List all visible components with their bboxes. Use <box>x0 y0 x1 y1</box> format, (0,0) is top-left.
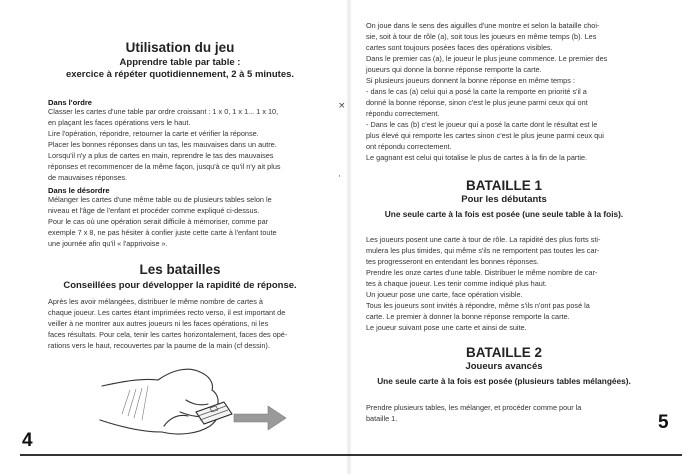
bottom-rule <box>20 454 682 456</box>
text-line: carte. Le premier à donner la bonne réponse remporte la carte. <box>366 312 570 321</box>
text-line: exemple 7 x 8, ne pas hésiter à confier juste cette carte à l'enfant toute <box>48 228 277 237</box>
text-line: tes progresseront en entendant les bonnes réponses. <box>366 257 539 266</box>
text-line: cartes sont toujours posées faces des opérations visibles. <box>366 43 553 52</box>
in-order-heading: Dans l'ordre <box>48 98 93 107</box>
text-line: Les joueurs posent une carte à tour de rôle. La rapidité des plus forts sti- <box>366 235 601 244</box>
text-line: Prendre plusieurs tables, les mélanger, et procéder comme pour la <box>366 403 582 412</box>
text-line: Lire l'opération, répondre, retourner la carte et vérifier la réponse. <box>48 129 259 138</box>
text-line: On joue dans le sens des aiguilles d'une montre et selon la bataille choi- <box>366 21 600 30</box>
bataille2-text <box>366 402 642 424</box>
bataille1-title: BATAILLE 1 <box>466 178 542 193</box>
page-number-left: 4 <box>22 430 33 451</box>
text-line: Un joueur pose une carte, face opération visible. <box>366 290 523 299</box>
text-line: Lorsqu'il n'y a plus de cartes en main, reprendre le tas des mauvaises <box>48 151 274 160</box>
text-line: Tous les joueurs sont invités à répondre, même s'ils n'ont pas posé la <box>366 301 590 310</box>
bataille1-text <box>366 234 642 333</box>
text-line: Si plusieurs joueurs donnent la bonne réponse en même temps : <box>366 76 575 85</box>
text-line: ont répondu correctement. <box>366 142 452 151</box>
text-line: chaque joueur. Les cartes étant imprimées recto verso, il est important de <box>48 308 286 317</box>
random-order-heading: Dans le désordre <box>48 186 110 195</box>
bataille1-subtitle: Pour les débutants <box>461 194 547 205</box>
text-line: Classer les cartes d'une table par ordre croissant : 1 x 0, 1 x 1... 1 x 10, <box>48 107 279 116</box>
in-order-text <box>48 106 320 183</box>
hand-holding-cards-illustration <box>100 356 290 448</box>
usage-subtitle-2: exercice à répéter quotidiennement, 2 à 5 minutes. <box>65 69 295 80</box>
margin-mark: × <box>338 101 346 111</box>
bataille2-rule: Une seule carte à la fois est posée (plusieurs tables mélangées). <box>377 376 631 386</box>
bataille1-rule: Une seule carte à la fois est posée (une seule table à la fois). <box>384 209 624 219</box>
text-line: donné la bonne réponse, sinon c'est le plus jeune parmi ceux qui ont <box>366 98 588 107</box>
right-page <box>338 0 700 474</box>
text-line: de mauvaises réponses. <box>48 173 128 182</box>
random-order-text <box>48 194 320 249</box>
text-line: Placer les bonnes réponses dans un tas, les mauvaises dans un autre. <box>48 140 277 149</box>
text-line: une journée afin qu'il « l'apprivoise ». <box>48 239 168 248</box>
bataille2-title: BATAILLE 2 <box>466 345 542 360</box>
text-line: rations vers le haut, recouvertes par la paume de la main (cf dessin). <box>48 341 270 350</box>
text-line: répondu correctement. <box>366 109 440 118</box>
text-line: faces résultats. Pour cela, tenir les cartes horizontalement, faces des opé- <box>48 330 288 339</box>
text-line: - dans le cas (a) celui qui a posé la carte la remporte en priorité s'il a <box>366 87 587 96</box>
text-line: sie, soit à tour de rôle (a), soit tous les joueurs en même temps (b). Les <box>366 32 597 41</box>
text-line: Le joueur suivant pose une carte et ainsi de suite. <box>366 323 527 332</box>
battles-title: Les batailles <box>139 262 221 277</box>
text-line: Dans le premier cas (a), le joueur le plus jeune commence. Le premier des <box>366 54 608 63</box>
text-line: - Dans le cas (b) c'est le joueur qui a posé la carte dont le résultat est le <box>366 120 598 129</box>
arrow-icon <box>234 406 286 430</box>
text-line: Prendre les onze cartes d'une table. Distribuer le même nombre de car- <box>366 268 598 277</box>
text-line: tes à chaque joueur. Les tenir comme indiqué plus haut. <box>366 279 547 288</box>
text-line: mulera les plus timides, qui même s'ils ne remportent pas toutes les car- <box>366 246 600 255</box>
page-number-right: 5 <box>658 412 669 433</box>
text-line: Pour le cas où une opération serait difficile à mémoriser, comme par <box>48 217 269 226</box>
text-line: Mélanger les cartes d'une même table ou de plusieurs tables selon le <box>48 195 272 204</box>
usage-title: Utilisation du jeu <box>125 40 235 55</box>
text-line: Après les avoir mélangées, distribuer le même nombre de cartes à <box>48 297 263 306</box>
text-line: bataille 1. <box>366 414 398 423</box>
battles-subtitle: Conseillées pour développer la rapidité de réponse. <box>63 280 297 291</box>
text-line: réponses et recommencer de la même façon, jusqu'à ce qu'il n'y ait plus <box>48 162 281 171</box>
text-line: plus élevé qui remporte les cartes sinon c'est le plus jeune parmi ceux qui <box>366 131 604 140</box>
bataille2-subtitle: Joueurs avancés <box>465 361 543 372</box>
rules-intro-text <box>366 20 642 163</box>
text-line: en plaçant les faces opérations vers le haut. <box>48 118 191 127</box>
text-line: Le gagnant est celui qui totalise le plus de cartes à la fin de la partie. <box>366 153 588 162</box>
text-line: niveau et l'âge de l'enfant et procéder comme expliqué ci-dessus. <box>48 206 260 215</box>
text-line: veiller à ne montrer aux autres joueurs ni les faces opérations, ni les <box>48 319 269 328</box>
usage-subtitle-1: Apprendre table par table : <box>119 57 241 68</box>
margin-mark: · <box>338 172 341 182</box>
text-line: joueurs qui donne la bonne réponse remporte la carte. <box>366 65 542 74</box>
battles-text <box>48 296 320 351</box>
